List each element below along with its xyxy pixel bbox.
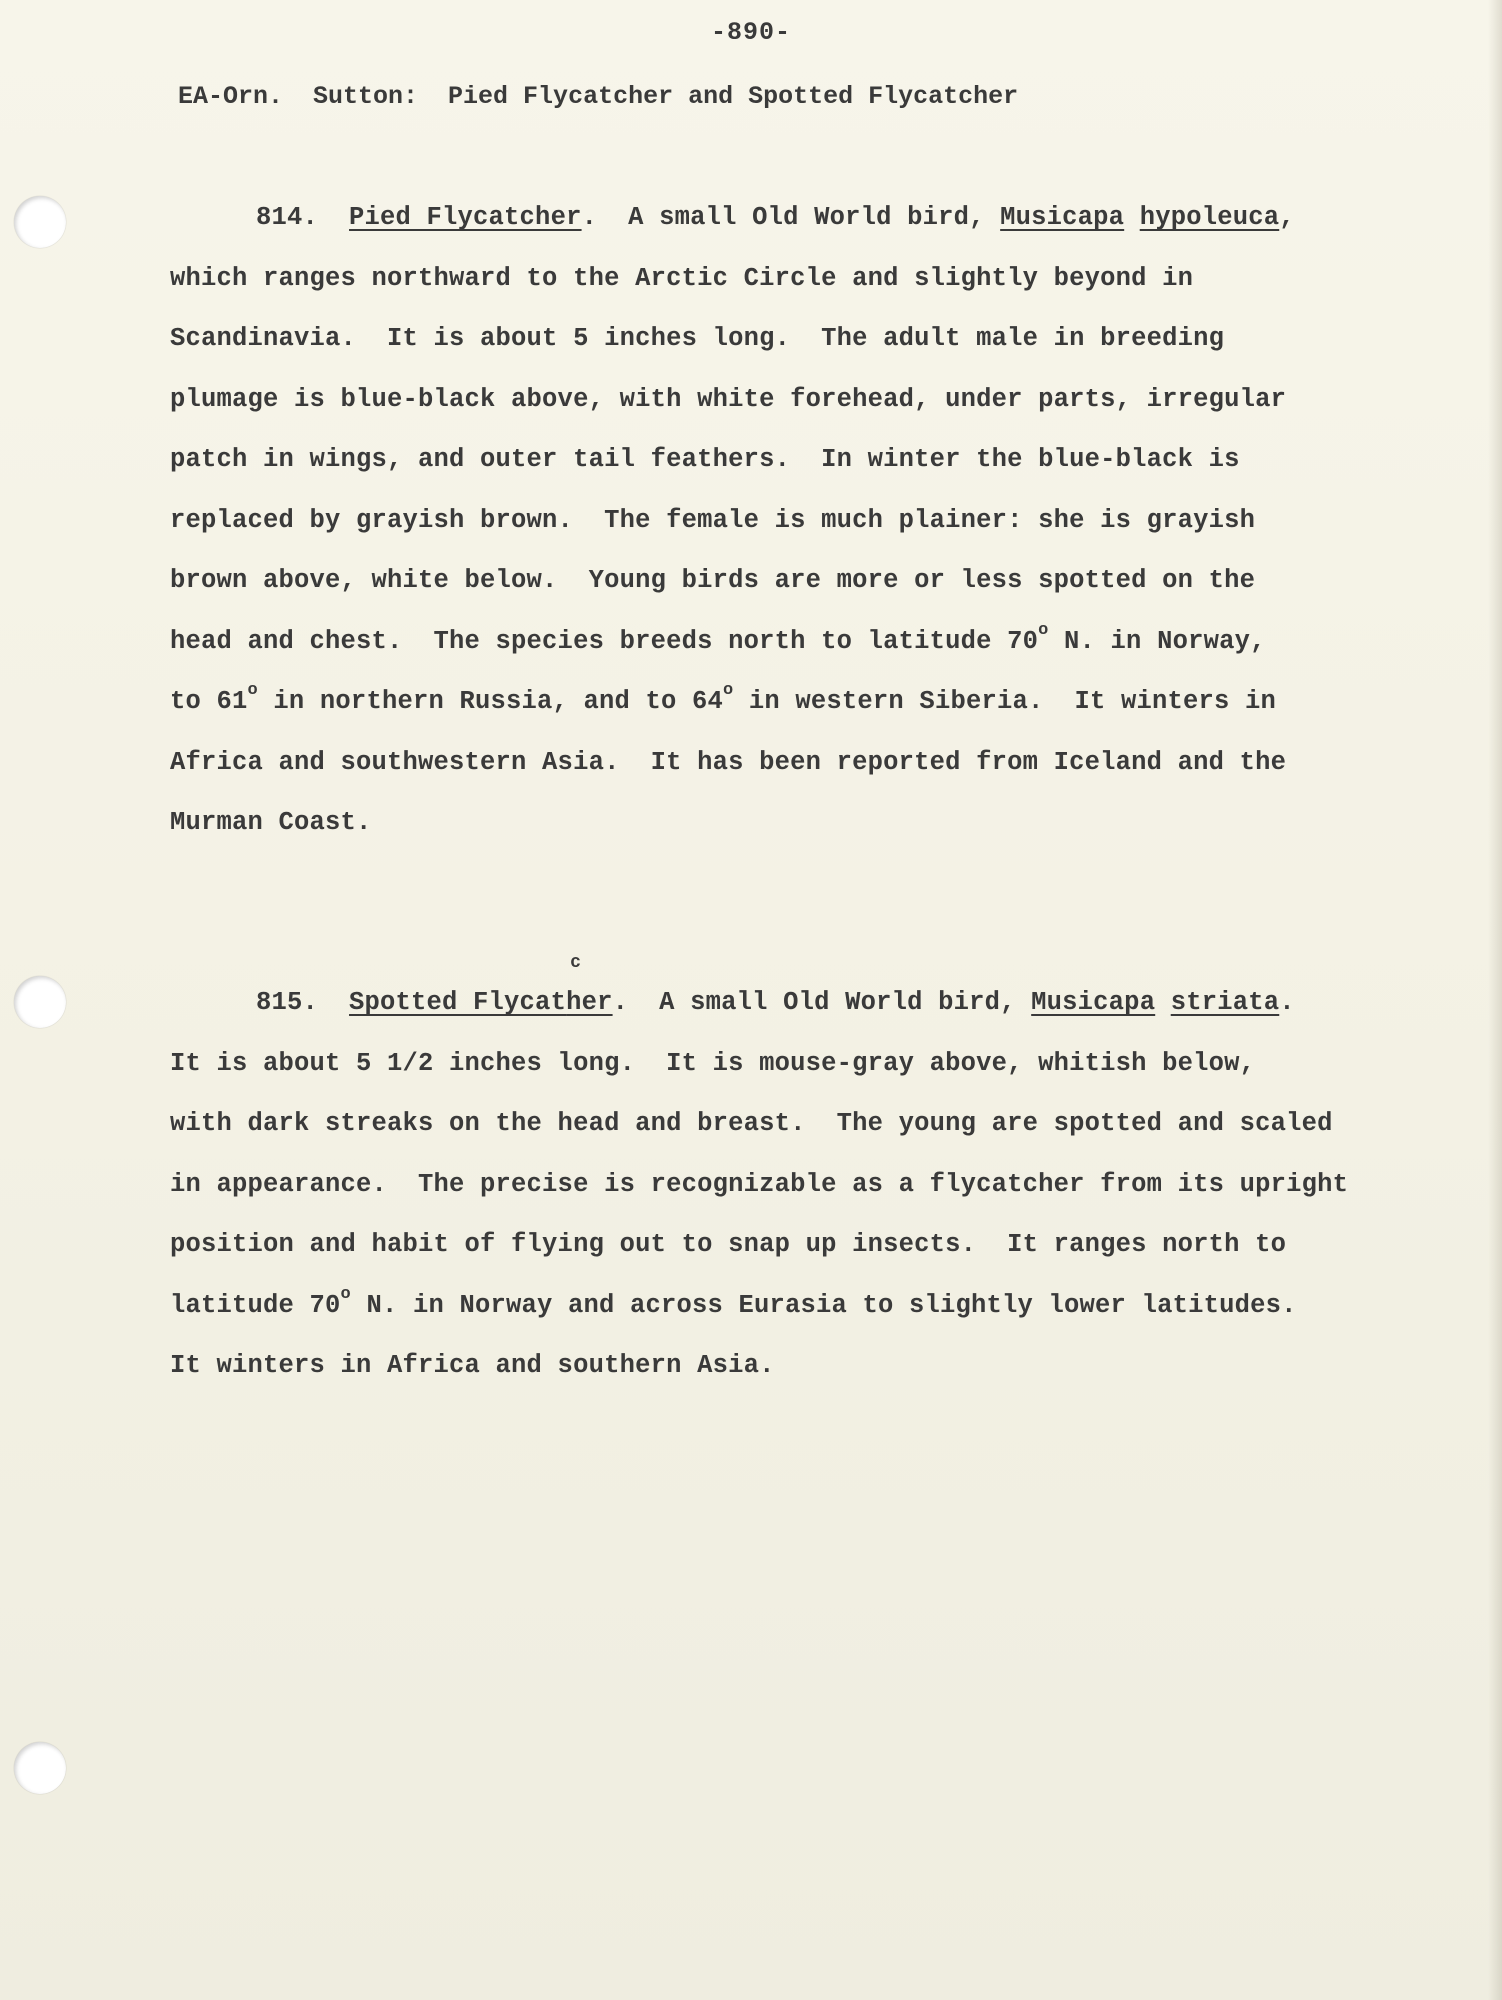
entry-line: patch in wings, and outer tail feathers. In winter the blue-black is <box>170 445 1240 474</box>
entry-line: to 61$^o$ in northern Russia, and to 64$^o$ in western Siberia. It winters in <box>170 681 1276 716</box>
entry-line: It winters in Africa and southern Asia. <box>170 1351 775 1380</box>
entry-line: 814. Pied Flycatcher. A small Old World bird, Musicapa hypoleuca, <box>256 203 1295 232</box>
page-number: -890- <box>710 18 791 47</box>
entry-title: Spotted Flycat c her <box>349 953 613 1017</box>
degree-mark: o <box>1038 620 1049 640</box>
degree-mark: o <box>340 1284 351 1304</box>
genus-name: Musicapa <box>1000 203 1125 232</box>
entry-line: replaced by grayish brown. The female is much plainer: she is grayish <box>170 505 1256 535</box>
running-head: EA-Orn. Sutton: Pied Flycatcher and Spotted Flycatcher <box>178 82 1019 111</box>
genus-name: Musicapa <box>1031 988 1156 1017</box>
entry-line: with dark streaks on the head and breast. The young are spotted and scaled <box>170 1109 1333 1138</box>
entry-title: Pied Flycatcher <box>349 203 582 232</box>
degree-mark: o <box>723 681 734 700</box>
handwritten-insertion: c <box>570 953 582 973</box>
species-name: hypoleuca <box>1139 203 1280 232</box>
entry-line: brown above, white below. Young birds are more or less spotted on the <box>170 566 1256 595</box>
punch-hole-top <box>14 196 66 248</box>
entry-spotted-flycatcher <box>170 953 1350 1397</box>
entry-number: 814. <box>256 203 319 232</box>
entry-line: which ranges northward to the Arctic Circle and slightly beyond in <box>170 263 1194 293</box>
page-edge-shadow <box>1488 0 1502 2000</box>
entry-line: plumage is blue-black above, with white forehead, under parts, irregular <box>170 384 1287 414</box>
entry-number: 815. <box>256 988 319 1017</box>
entry-line: head and chest. The species breeds north to latitude 70$^o$ N. in Norway, <box>170 620 1266 656</box>
entry-line: Scandinavia. It is about 5 inches long. The adult male in breeding <box>170 324 1225 353</box>
entry-line: latitude 70$^o$ N. in Norway and across Eurasia to slightly lower latitudes. <box>170 1284 1297 1320</box>
entry-line: in appearance. The precise is recognizable as a flycatcher from its upright <box>170 1169 1349 1199</box>
entry-line: Africa and southwestern Asia. It has been reported from Iceland and the <box>170 747 1287 777</box>
punch-hole-bottom <box>14 1742 66 1794</box>
entry-pied-flycatcher <box>170 188 1350 854</box>
punch-hole-middle <box>14 976 66 1028</box>
entry-line: 815. Spotted Flycat c her. A small Old World bird, Musicapa striata. <box>256 953 1295 1017</box>
degree-mark: o <box>247 681 258 700</box>
species-name: striata <box>1170 988 1280 1017</box>
entry-line: It is about 5 1/2 inches long. It is mouse-gray above, whitish below, <box>170 1048 1256 1078</box>
entry-line: position and habit of flying out to snap up insects. It ranges north to <box>170 1230 1287 1259</box>
entry-line: Murman Coast. <box>170 808 372 837</box>
